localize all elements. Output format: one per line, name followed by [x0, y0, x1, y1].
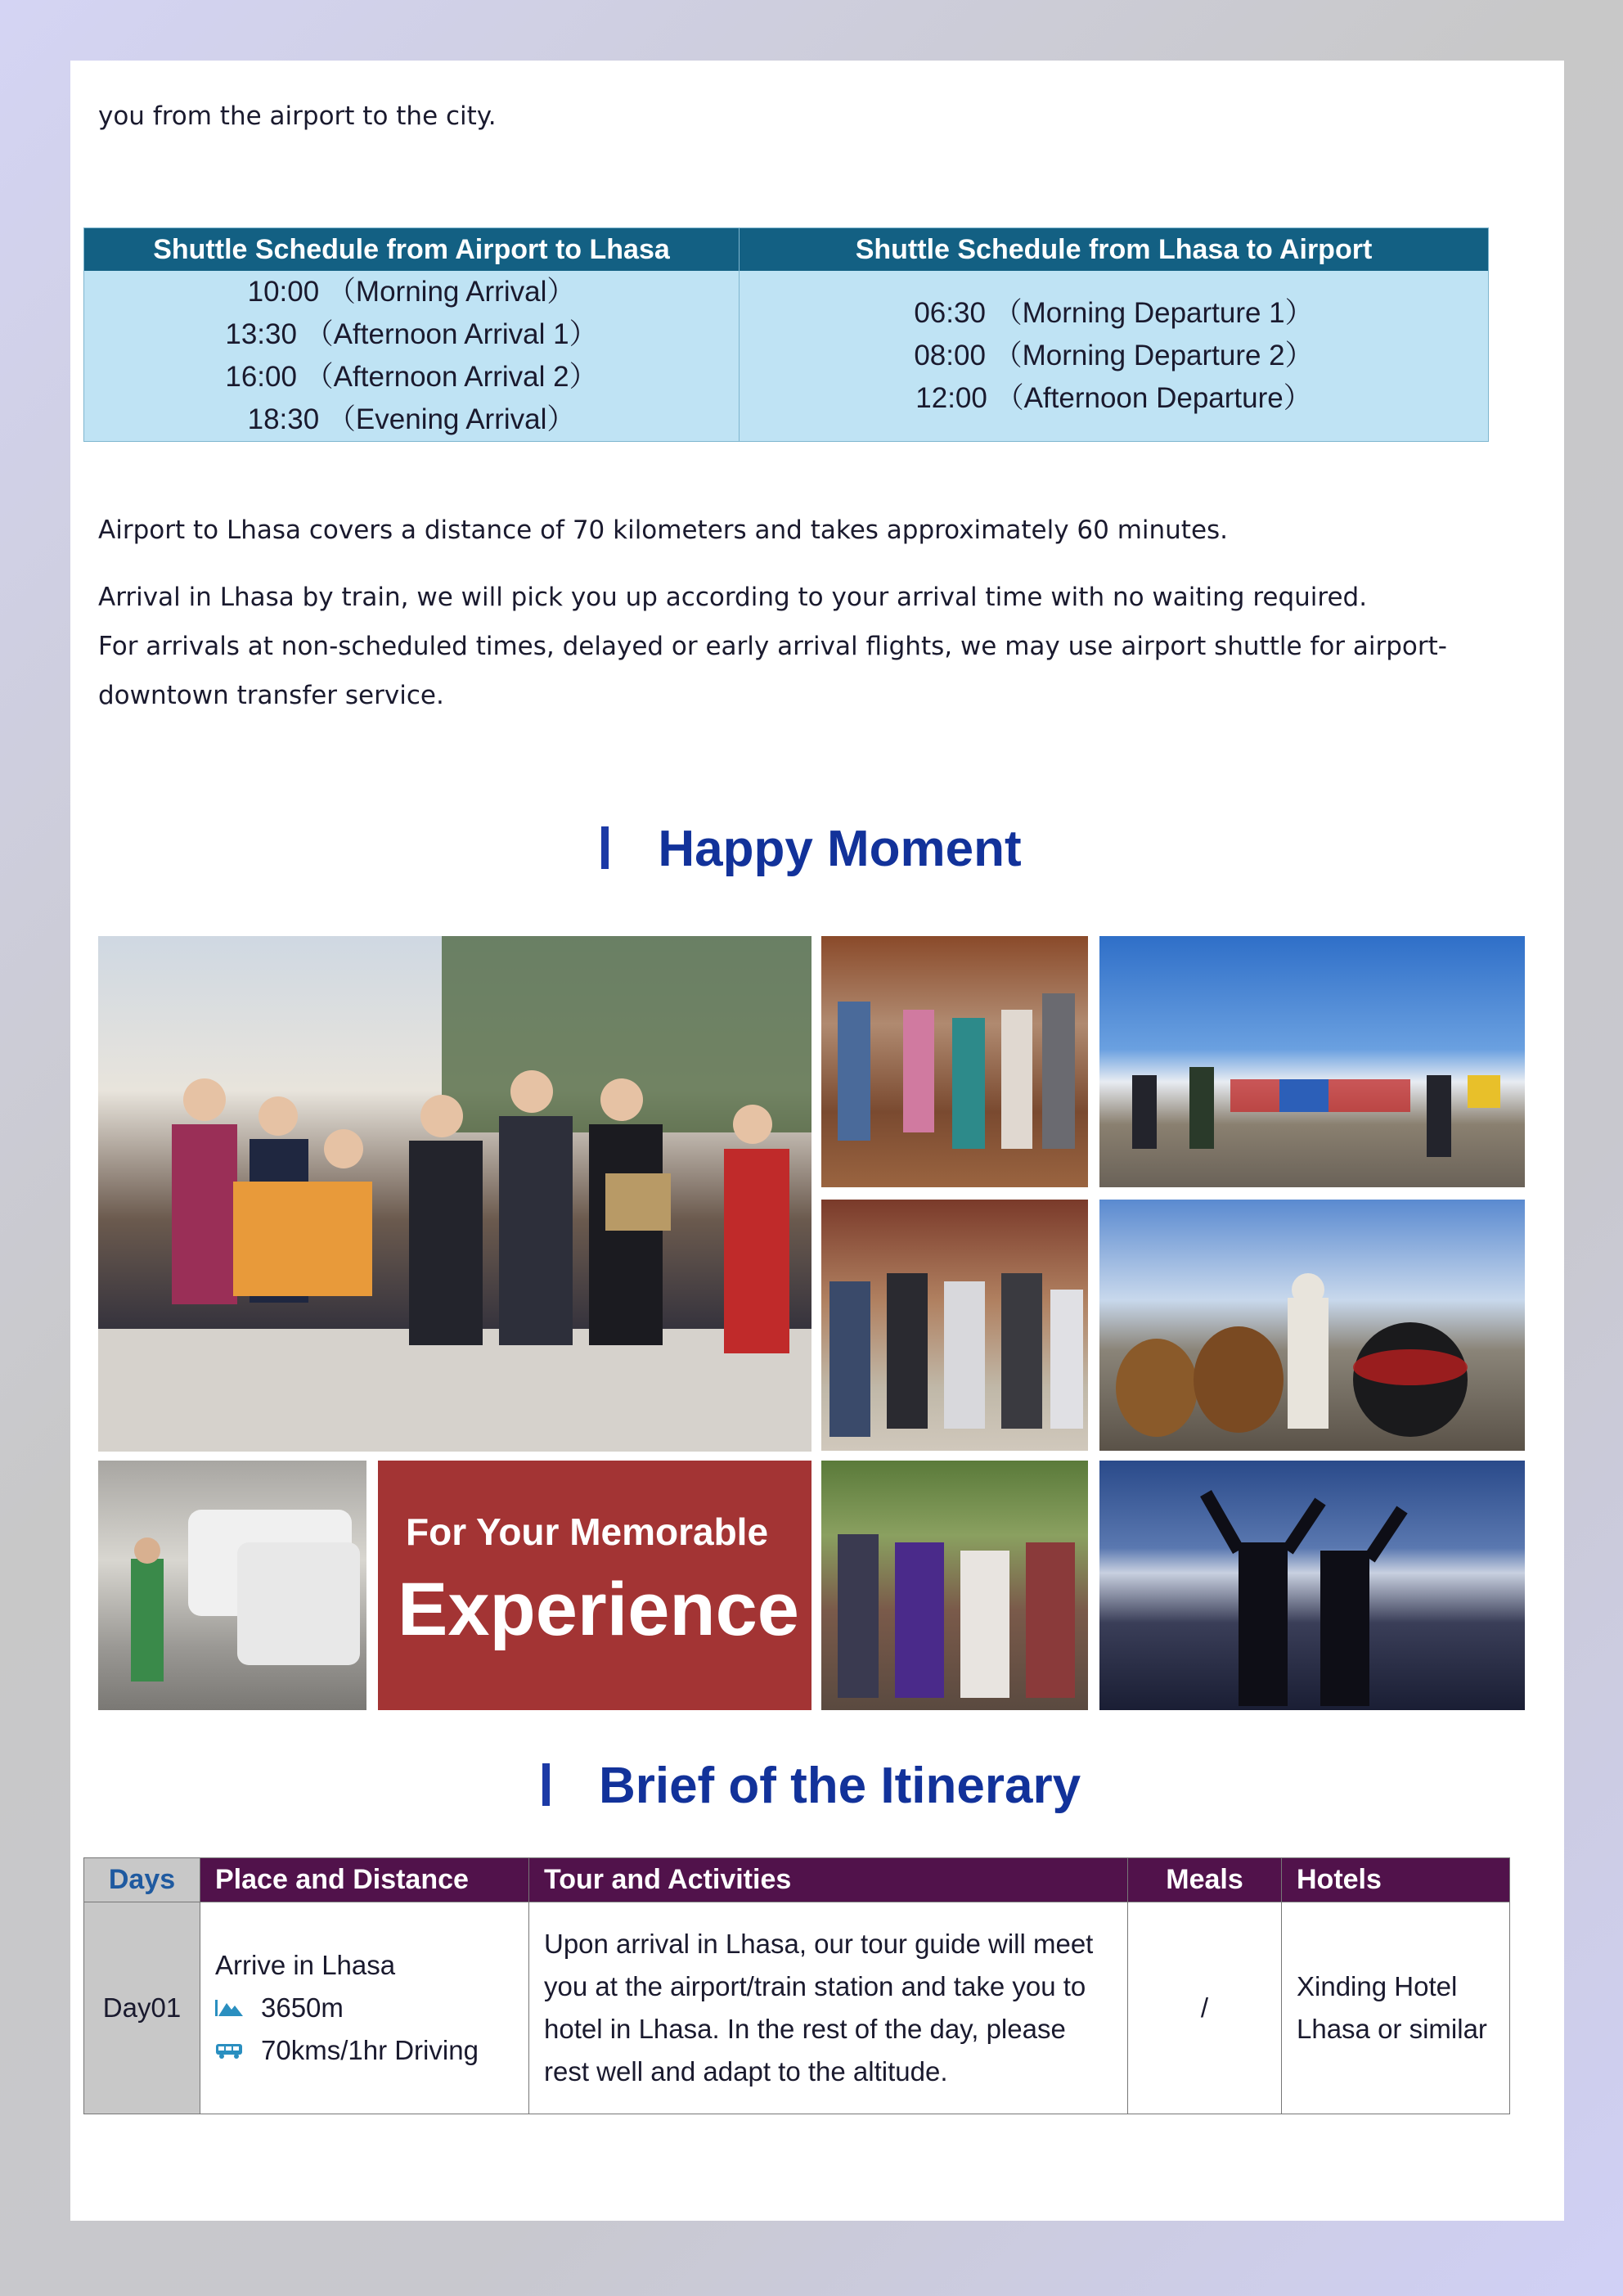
itinerary-title: [0, 1757, 1623, 1815]
title-bar: [601, 826, 609, 869]
shuttle-times-airport-to-lhasa: [84, 271, 739, 441]
photo-dance-indoor: [821, 936, 1088, 1187]
shuttle-header-lhasa-to-airport: Shuttle Schedule from Lhasa to Airport: [740, 228, 1488, 271]
col-divider: [1127, 1858, 1128, 2114]
distance-paragraph: Airport to Lhasa covers a distance of 70 kilometers and takes approximately 60 minutes.: [98, 515, 1229, 545]
shuttle-schedule-table: [83, 227, 1489, 442]
shuttle-time: 16:00 （Afternoon Arrival 2）: [225, 361, 598, 393]
shuttle-time: 06:30 （Morning Departure 1）: [914, 297, 1314, 329]
intro-text: you from the airport to the city.: [98, 101, 497, 131]
train-paragraph: Arrival in Lhasa by train, we will pick you up according to your arrival time with no waiting required.: [98, 583, 1368, 612]
altitude-value: 3650m: [261, 1992, 344, 2023]
place-details: [215, 1944, 479, 2072]
group-photo-potala: [98, 936, 812, 1452]
nonscheduled-paragraph: For arrivals at non-scheduled times, delayed or early arrival flights, we may use airport shuttle for airport-downtown transfer service.: [98, 632, 1447, 710]
shuttle-time: 08:00 （Morning Departure 2）: [914, 340, 1314, 371]
photo-tibetan-mastiffs: [1099, 1200, 1525, 1451]
promo-line-1: For Your Memorable: [406, 1510, 769, 1553]
memorable-experience-banner: [378, 1461, 812, 1710]
bus-icon: [215, 2042, 243, 2060]
shuttle-time: 18:30 （Evening Arrival）: [247, 403, 576, 435]
promo-line-2: Experience: [398, 1568, 799, 1651]
cell-meals: /: [1200, 1992, 1209, 2023]
shuttle-time: 12:00 （Afternoon Departure）: [915, 382, 1312, 414]
header-days: Days: [84, 1858, 200, 1902]
happy-moment-title-text: Happy Moment: [658, 821, 1022, 877]
header-place: Place and Distance: [200, 1858, 528, 1902]
shuttle-times-lhasa-to-airport: [740, 271, 1488, 441]
photo-vehicles: [98, 1461, 366, 1710]
shuttle-time: 10:00 （Morning Arrival）: [247, 276, 576, 308]
distance-row: [215, 2029, 479, 2072]
col-divider: [1281, 1858, 1282, 2114]
itinerary-table: [83, 1857, 1510, 2114]
title-bar: [542, 1763, 550, 1806]
altitude-row: [215, 1987, 479, 2029]
itinerary-title-text: Brief of the Itinerary: [598, 1758, 1081, 1814]
distance-value: 70kms/1hr Driving: [261, 2035, 479, 2065]
photo-group-smiling: [821, 1461, 1088, 1710]
mountain-icon: [215, 1998, 243, 2018]
header-tour: Tour and Activities: [529, 1858, 1127, 1902]
header-hotels: Hotels: [1282, 1858, 1509, 1902]
photo-everest-silhouette: [1099, 1461, 1525, 1710]
header-meals: Meals: [1128, 1858, 1281, 1902]
col-divider: [528, 1858, 529, 2114]
cell-day: Day01: [84, 1902, 200, 2114]
cell-place: [200, 1902, 528, 2114]
photo-group-indoor: [821, 1200, 1088, 1451]
happy-moment-title: [0, 820, 1623, 878]
cell-tour: Upon arrival in Lhasa, our tour guide will meet you at the airport/train station and take you to hotel in Lhasa. In the rest of the day, please rest well and adapt to the altitude.: [544, 1929, 1094, 2087]
cell-hotel: Xinding Hotel Lhasa or similar: [1297, 1971, 1487, 2044]
place-name: Arrive in Lhasa: [215, 1950, 396, 1980]
shuttle-header-airport-to-lhasa: Shuttle Schedule from Airport to Lhasa: [84, 228, 739, 271]
photo-mountain-prayer-flags: [1099, 936, 1525, 1187]
shuttle-time: 13:30 （Afternoon Arrival 1）: [225, 318, 598, 350]
